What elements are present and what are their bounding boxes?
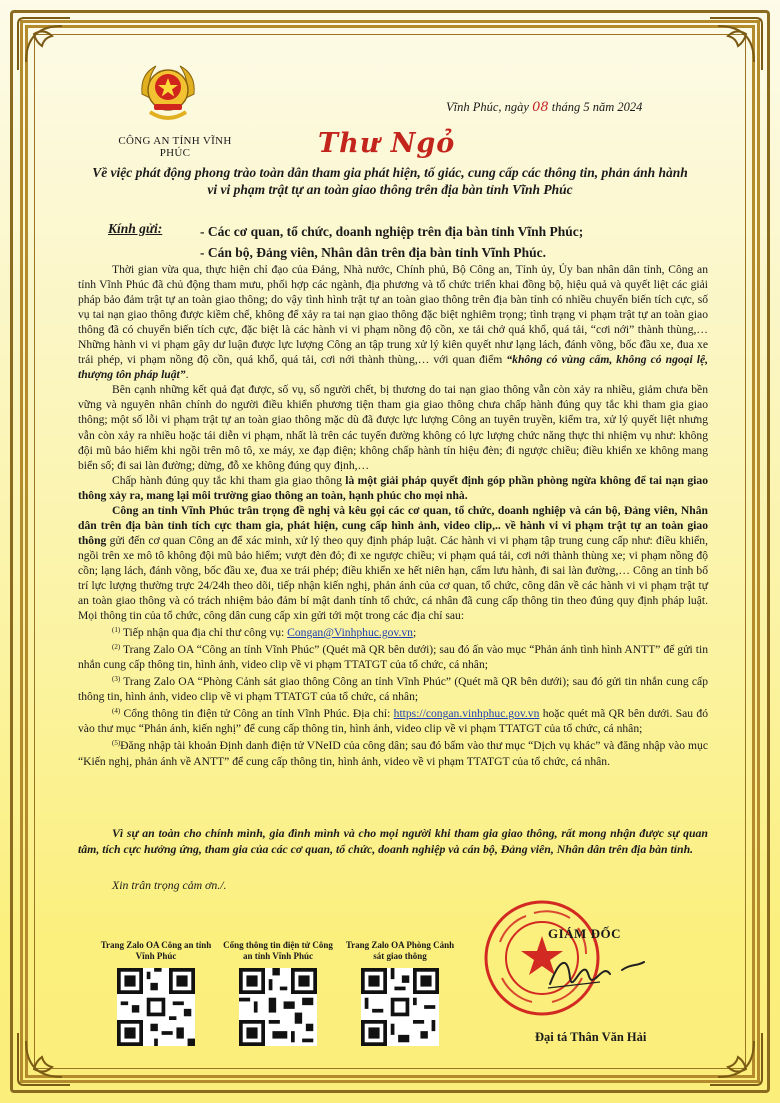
date-day: 08 <box>532 100 549 115</box>
recipients-list <box>200 221 583 263</box>
contact-number: (5) <box>112 739 121 748</box>
qr-code-icon[interactable] <box>117 968 195 1046</box>
paragraph-2: Bên cạnh những kết quả đạt được, số vụ, số người chết, bị thương do tai nạn giao thông vẫn còn xảy ra nhiều, giảm chưa bền vững và nguyên nhân chính do người điều khiển phương tiện tham gia giao thông chưa chấp hành đúng quy tắc khi tham gia giao thông; một số lỗi vi phạm trật tự an toàn giao thông mặc dù đã được lực lượng Công an tuyên truyền, kiểm tra, xử lý quyết liệt nhưng vẫn còn xảy ra nhiều hoặc tái diễn vi phạm, nhất là trên các tuyến đường không có lực lượng chức năng thực thi nhiệm vụ như: không đội mũ bảo hiểm khi ngồi trên mô tô, xe máy, xe đạp điện; không chấp hành tín hiệu đèn; đi ngược chiều; điều khiển xe không mang biển số; đi sai làn đường; dừng, đỗ xe không đúng quy định,… <box>78 383 708 472</box>
contact-number: (1) <box>112 626 121 635</box>
contact-number: (2) <box>112 643 121 652</box>
thanks-line: Xin trân trọng cảm ơn./. <box>112 878 227 892</box>
letter-subject: Về việc phát động phong trào toàn dân tham gia phát hiện, tố giác, cung cấp các thông tin, phản ánh hành vi vi phạm trật tự an toàn giao thông trên địa bàn tỉnh Vĩnh Phúc <box>92 165 688 197</box>
police-emblem-icon <box>136 60 200 128</box>
contact-number: (4) <box>112 707 121 716</box>
recipient-item: - Cán bộ, Đảng viên, Nhân dân trên địa bàn tỉnh Vĩnh Phúc. <box>200 245 546 260</box>
contact-text: Tiếp nhận qua địa chỉ thư công vụ: <box>120 626 288 640</box>
contact-item-3 <box>78 672 708 704</box>
corner-ornament-icon <box>706 14 766 74</box>
closing-paragraph <box>78 826 708 857</box>
signer-title: GIÁM ĐỐC <box>548 926 621 941</box>
contact-text: Cổng thông tin điện tử Công an tỉnh Vĩnh Phúc. Địa chỉ: <box>120 707 394 721</box>
qr-code-icon[interactable] <box>239 968 317 1046</box>
corner-ornament-icon <box>706 1029 766 1089</box>
date-suffix: tháng 5 năm 2024 <box>548 100 643 114</box>
qr-caption: Trang Zalo OA Phòng Cảnh sát giao thông <box>345 940 455 961</box>
contact-text: Đăng nhập tài khoản Định danh điện tử VNeID của công dân; sau đó bấm vào thư mục “Dịch vụ khác” và đăng nhập vào mục “Kiến nghị, phản ánh về ANTT” để cung cấp thông tin, hình ảnh, video về vi phạm TTATGT của tổ chức, cá nhân. <box>78 739 708 768</box>
closing-text: Vì sự an toàn cho chính mình, gia đình mình và cho mọi người khi tham gia giao thông, rất mong nhận được sự quan tâm, tích cực hưởng ứng, tham gia của các cơ quan, tổ chức, doanh nghiệp và cán bộ, Đảng viên, Nhân dân trên địa bàn tỉnh. <box>78 826 708 856</box>
paragraph-emphasis: là một giải pháp quyết định góp phần phòng ngừa không để tai nạn giao thông xảy ra, mang lại môi trường giao thông an toàn, hạnh phúc cho mọi nhà. <box>78 473 708 502</box>
contact-item-4 <box>78 704 708 736</box>
qr-block-zalo-police <box>96 940 216 1051</box>
qr-caption: Trang Zalo OA Công an tỉnh Vĩnh Phúc <box>100 940 212 961</box>
paragraph-emphasis: “không có vùng cấm, không có ngoại lệ, thượng tôn pháp luật” <box>78 353 708 382</box>
corner-ornament-icon <box>14 1029 74 1089</box>
signer-name: Đại tá Thân Văn Hải <box>535 1030 647 1044</box>
qr-caption: Cổng thông tin điện tử Công an tỉnh Vĩnh Phúc <box>223 940 333 961</box>
paragraph-4 <box>78 503 708 623</box>
contact-item-1 <box>78 623 708 640</box>
contact-item-5 <box>78 736 708 768</box>
contact-number: (3) <box>112 675 121 684</box>
contact-text: Trang Zalo OA “Công an tỉnh Vĩnh Phúc” (Quét mã QR bên dưới); sau đó ấn vào mục “Phản ánh tình hình ANTT” để gửi tin nhắn cung cấp thông tin, hình ảnh, video clip về vi phạm TTATGT của tổ chức, cá nhân; <box>78 643 708 672</box>
contact-text: Trang Zalo OA “Phòng Cảnh sát giao thông Công an tỉnh Vĩnh Phúc” (Quét mã QR bên dưới); sau đó gửi tin nhắn cung cấp thông tin, hình ảnh, video clip về vi phạm TTATGT của tổ chức, cá nhân; <box>78 675 708 704</box>
paragraph-text: gửi đến cơ quan Công an để xác minh, xử lý theo quy định pháp luật. Các hành vi vi phạm tập trung cung cấp như: điều khiển, ngồi trên xe mô tô không đội mũ bảo hiểm; vượt đèn đỏ; đi xe ngược chiều; vi phạm quá tải, cơi nới thành thùng xe; vi phạm nồng độ cồn; lạng lách, đánh võng, bốc đầu xe, đua xe trái phép; điều khiển xe hết niên hạn, cấm lưu hành, đi sai làn đường,… Công an tỉnh bố trí lực lượng thường trực 24/24h theo dõi, tiếp nhận kiến nghị, phản ánh của cơ quan, tổ chức, công dân về các hành vi vi phạm trật tự an toàn giao thông và có trách nhiệm bảo đảm bí mật danh tính tổ chức, cá nhân đã cung cấp thông tin theo đúng quy định pháp luật. Mọi thông tin của tổ chức, công dân cung cấp xin gửi tới một trong các địa chỉ sau: <box>78 533 708 623</box>
date-line <box>446 100 642 115</box>
paragraph-3 <box>78 473 708 503</box>
letter-title: Thư Ngỏ <box>318 128 456 159</box>
letter-body <box>78 262 708 769</box>
recipients-label: Kính gửi: <box>108 221 163 236</box>
handwritten-signature-icon <box>540 948 660 998</box>
date-prefix: Vĩnh Phúc, ngày <box>446 100 533 114</box>
paragraph-text: Thời gian vừa qua, thực hiện chỉ đạo của Đảng, Nhà nước, Chính phủ, Bộ Công an, Tỉnh ủy, Ủy ban nhân dân tỉnh, Công an tỉnh Vĩnh Phúc đã chủ động tham mưu, phối hợp các ngành, địa phương và tổ chức triển khai đồng bộ, hiệu quả và quyết liệt các giải pháp bảo đảm trật tự an toàn giao thông; do vậy tình hình trật tự an toàn giao thông trên địa bàn tỉnh có nhiều chuyển biến tích cực, số vụ tai nạn giao thông được kiềm chế, không để xảy ra tai nạn giao thông đặc biệt nghiêm trọng; tình trạng vi phạm trật tự an toàn giao thông đã có chuyển biến tích cực, đặc biệt là các hành vi vi phạm nồng độ cồn, xe tải chở quá khổ, quá tải, “cơi nới” thành thùng,… Những hành vi vi phạm gây dư luận được lực lượng Công an tập trung xử lý kiên quyết như lạng lách, đánh võng, bốc đầu xe, đua xe trái phép, vi phạm nồng độ cồn, quá khổ, quá tải, cơi nới thành thùng,… với quan điểm <box>78 263 708 367</box>
contact-item-2 <box>78 640 708 672</box>
corner-ornament-icon <box>14 14 74 74</box>
paragraph-text: Chấp hành đúng quy tắc khi tham gia giao thông <box>112 473 346 487</box>
qr-code-icon[interactable] <box>361 968 439 1046</box>
paragraph-emphasis: Công an tỉnh Vĩnh Phúc trân trọng đề nghị và kêu gọi các cơ quan, tổ chức, doanh nghiệp và cán bộ, Đảng viên, Nhân dân trên địa bàn tỉnh tích cực tham gia, phát hiện, cung cấp hình ảnh, video clip,.. về hành vi vi phạm trật tự an toàn giao thông <box>78 503 708 547</box>
paragraph-1 <box>78 262 708 382</box>
organization-name: CÔNG AN TỈNH VĨNH PHÚC <box>118 135 232 159</box>
email-link[interactable]: Congan@Vinhphuc.gov.vn <box>287 626 413 640</box>
website-link[interactable]: https://congan.vinhphuc.gov.vn <box>393 707 540 721</box>
qr-block-zalo-traffic <box>340 940 460 1051</box>
recipient-item: - Các cơ quan, tổ chức, doanh nghiệp trên địa bàn tỉnh Vĩnh Phúc; <box>200 224 584 239</box>
contact-text: ; <box>412 626 417 640</box>
paragraph-text: . <box>185 368 189 382</box>
contact-text: hoặc quét mã QR bên dưới. Sau đó vào thư mục “Phản ánh, kiến nghị” để cung cấp thông tin, hình ảnh, video clip về vi phạm TTATGT của tổ chức, cá nhân; <box>78 707 708 736</box>
qr-block-portal <box>218 940 338 1051</box>
